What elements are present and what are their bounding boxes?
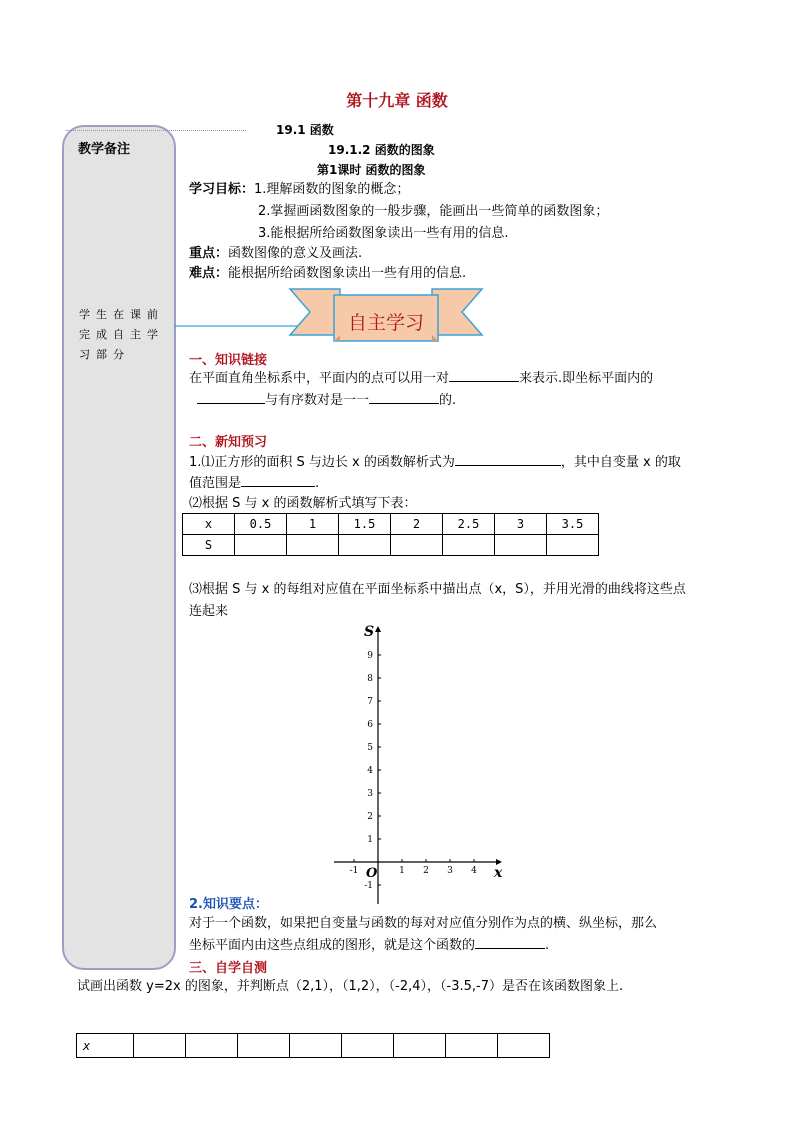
sidebar-divider (66, 130, 246, 131)
objective-2: 2.掌握画函数图象的一般步骤，能画出一些简单的函数图象； (258, 204, 609, 219)
x-tick-label: 2 (423, 866, 429, 876)
answer-cell[interactable] (495, 535, 547, 556)
origin-label: O (366, 866, 378, 881)
x-tick-label: 1 (399, 866, 405, 876)
part2-q1 (189, 453, 681, 472)
subsection-heading: 19.1.2 函数的图象 (328, 143, 435, 157)
page-title: 第十九章 函数 (346, 91, 448, 110)
y-axis-arrow (375, 626, 381, 632)
key-knowledge-header: 2.知识要点： (189, 897, 268, 912)
y-tick-label: 6 (367, 720, 373, 730)
answer-cell[interactable] (498, 1034, 550, 1058)
objectives (189, 181, 409, 199)
x-tick-label: 4 (471, 866, 477, 876)
table-row (183, 514, 599, 535)
table-cell: 3.5 (547, 514, 599, 535)
answer-cell[interactable] (235, 535, 287, 556)
answer-cell[interactable] (290, 1034, 342, 1058)
table-cell: 1.5 (339, 514, 391, 535)
part1-line1 (189, 369, 653, 388)
y-tick-label: 9 (367, 651, 373, 661)
kk-text-a: 坐标平面内由这些点组成的图形，就是这个函数的 (189, 938, 476, 953)
part2-q3-cont: 连起来 (189, 604, 229, 619)
part3-line1: 试画出函数 y=2x 的图象，并判断点（2,1），（1,2），（-2,4），（-3.5,-7）是否在该函数图象上. (77, 979, 624, 994)
key-knowledge-line2 (189, 936, 549, 955)
answer-cell[interactable] (287, 535, 339, 556)
table-cell: 3 (495, 514, 547, 535)
kk-text-b: . (545, 938, 550, 953)
key-point-label: 重点： (189, 246, 229, 261)
table-cell: x (77, 1034, 134, 1058)
q1-text-c: 值范围是 (189, 476, 242, 491)
y-tick-label: 8 (367, 674, 373, 684)
xy-table (76, 1033, 550, 1058)
y-tick-label: 5 (367, 743, 373, 753)
part2-q2: ⑵根据 S 与 x 的函数解析式填写下表： (189, 496, 417, 511)
table-cell: 2 (391, 514, 443, 535)
part1-header: 一、知识链接 (189, 353, 268, 368)
x-tick-label: 3 (447, 866, 453, 876)
key-knowledge-line1: 对于一个函数，如果把自变量与函数的每对对应值分别作为点的横、纵坐标，那么 (189, 916, 658, 931)
answer-blank[interactable] (449, 369, 519, 382)
part1-text-c: 与有序数对是一一 (265, 393, 370, 408)
table-cell: S (183, 535, 235, 556)
part1-line2 (197, 391, 456, 410)
objective-3: 3.能根据所给函数图象读出一些有用的信息. (258, 226, 509, 241)
answer-cell[interactable] (446, 1034, 498, 1058)
key-point-text: 函数图像的意义及画法. (228, 246, 363, 261)
table-cell: 1 (287, 514, 339, 535)
difficulty-label: 难点： (189, 266, 229, 281)
answer-blank[interactable] (241, 474, 315, 487)
answer-cell[interactable] (547, 535, 599, 556)
sidebar-heading: 教学备注 (78, 142, 131, 157)
x-axis-label: x (494, 865, 503, 881)
y-axis-label: S (364, 624, 375, 640)
answer-cell[interactable] (339, 535, 391, 556)
answer-cell[interactable] (391, 535, 443, 556)
y-tick-label: 4 (367, 766, 373, 776)
difficulty-text: 能根据所给函数图象读出一些有用的信息. (228, 266, 467, 281)
answer-cell[interactable] (342, 1034, 394, 1058)
q1-text-d: . (315, 476, 320, 491)
coordinate-plane (330, 618, 510, 908)
table-row (183, 535, 599, 556)
answer-cell[interactable] (134, 1034, 186, 1058)
answer-blank[interactable] (455, 453, 561, 466)
difficulty (189, 265, 466, 283)
part1-text-a: 在平面直角坐标系中，平面内的点可以用一对 (189, 371, 450, 386)
answer-cell[interactable] (238, 1034, 290, 1058)
xs-table (182, 513, 599, 556)
objective-1: 1.理解函数的图象的概念； (254, 182, 410, 197)
answer-cell[interactable] (186, 1034, 238, 1058)
sidebar-panel (62, 125, 176, 970)
banner-label: 自主学习 (347, 312, 424, 334)
part1-text-b: 来表示.即坐标平面内的 (519, 371, 654, 386)
table-cell: 0.5 (235, 514, 287, 535)
part2-q3: ⑶根据 S 与 x 的每组对应值在平面坐标系中描出点（x，S），并用光滑的曲线将这些点 (189, 582, 686, 597)
answer-blank[interactable] (369, 391, 439, 404)
y-tick-label: 3 (367, 789, 373, 799)
part2-q1-cont (189, 474, 319, 493)
answer-blank[interactable] (475, 936, 545, 949)
part3-header: 三、自学自测 (189, 961, 268, 976)
x-tick-label: -1 (349, 866, 359, 876)
answer-cell[interactable] (443, 535, 495, 556)
y-tick-label: 2 (367, 812, 373, 822)
table-cell: 2.5 (443, 514, 495, 535)
table-cell: x (183, 514, 235, 535)
sidebar-note: 学生在课前完成自主学习部分 (79, 308, 164, 361)
table-row (77, 1034, 550, 1058)
key-point (189, 245, 362, 263)
lesson-heading: 第1课时 函数的图象 (317, 163, 426, 177)
q1-text-a: 1.⑴正方形的面积 S 与边长 x 的函数解析式为 (189, 455, 455, 470)
y-tick-label: -1 (364, 881, 373, 891)
objectives-label: 学习目标： (189, 182, 255, 197)
y-tick-label: 1 (367, 835, 373, 845)
y-tick-label: 7 (367, 697, 373, 707)
part2-header: 二、新知预习 (189, 435, 268, 450)
q1-text-b: ，其中自变量 x 的取 (560, 455, 681, 470)
answer-cell[interactable] (394, 1034, 446, 1058)
part1-text-d: 的. (439, 393, 457, 408)
answer-blank[interactable] (197, 391, 265, 404)
section-heading: 19.1 函数 (276, 123, 334, 137)
